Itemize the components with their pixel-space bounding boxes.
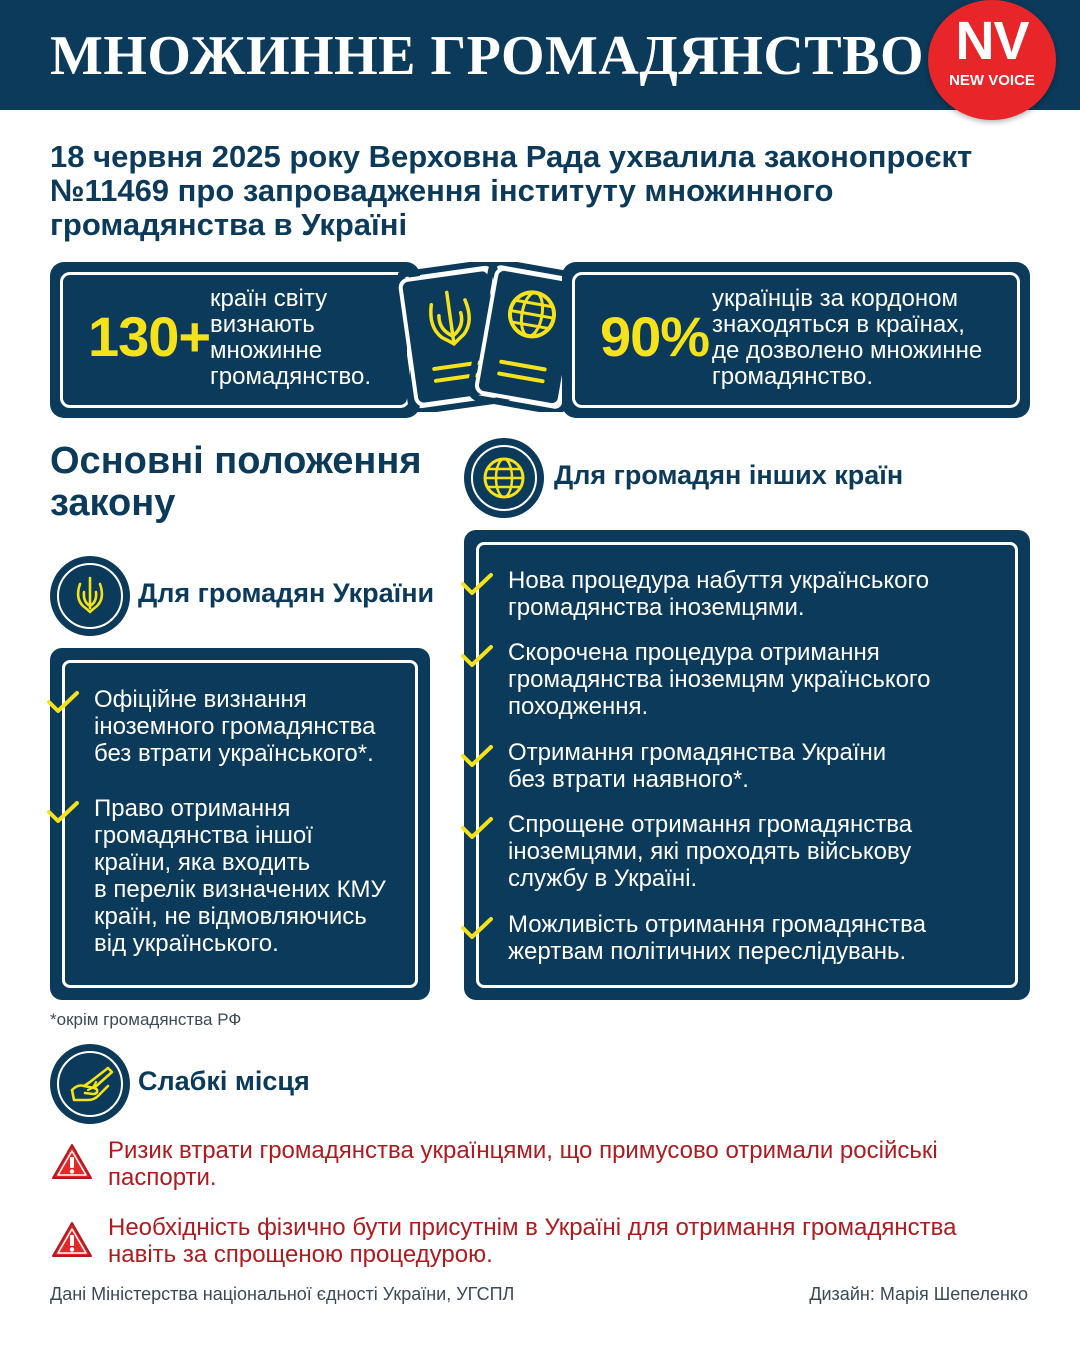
ukraine-subtitle: Для громадян України [138, 578, 435, 608]
weak-point-text [108, 1137, 938, 1191]
check-icon [460, 916, 494, 940]
list-item [508, 811, 912, 892]
weak-point-text [108, 1214, 956, 1268]
list-item [508, 567, 929, 621]
trident-icon [50, 556, 130, 636]
passport-icon [398, 262, 580, 412]
item-line: іноземного громадянства [94, 713, 376, 740]
section-title-line: Основні положення [50, 440, 422, 482]
item-line: Спрощене отримання громадянства [508, 811, 913, 838]
logo-letters: NV [955, 11, 1029, 71]
stat-text-line: громадянство. [712, 363, 874, 390]
weak-subtitle: Слабкі місця [138, 1066, 310, 1096]
warning-icon [50, 1142, 94, 1182]
stat-number: 90% [600, 305, 710, 368]
item-line: країн, не відмовляючись [94, 903, 367, 930]
item-line: Отримання громадянства України [508, 739, 887, 766]
item-line: країни, яка входить [94, 849, 311, 876]
item-line: паспорти. [108, 1164, 217, 1191]
section-title-line: закону [50, 482, 176, 524]
stat-text [210, 286, 371, 390]
design-credit: Дизайн: Марія Шепеленко [809, 1284, 1028, 1304]
stat-text-line: країн світу [210, 285, 328, 312]
check-icon [46, 800, 80, 824]
globe-icon [464, 438, 544, 518]
list-item [94, 795, 386, 957]
stat-text-line: множинне [210, 337, 323, 364]
item-line: іноземцями, які проходять військову [508, 838, 912, 865]
item-line: громадянства іншої [94, 822, 313, 849]
warning-icon [50, 1220, 94, 1260]
item-line: Ризик втрати громадянства українцями, що примусово отримали російські [108, 1137, 938, 1164]
item-line: без втрати українського*. [94, 740, 374, 767]
check-icon [46, 690, 80, 714]
item-line: громадянства іноземцями. [508, 594, 805, 621]
list-item [508, 911, 926, 965]
item-line: в перелік визначених КМУ [94, 876, 386, 903]
check-icon [460, 572, 494, 596]
stat-text-line: знаходяться в країнах, [712, 311, 965, 338]
stat-box-ukrainians [562, 262, 1030, 418]
section-title [50, 440, 422, 524]
item-line: жертвам політичних переслідувань. [508, 938, 907, 965]
item-line: від українського. [94, 930, 279, 957]
item-line: Право отримання [94, 795, 291, 822]
item-line: Нова процедура набуття українського [508, 567, 930, 594]
item-line: без втрати наявного*. [508, 766, 749, 793]
stat-number: 130+ [88, 305, 211, 368]
foreign-subtitle: Для громадян інших країн [554, 460, 904, 490]
lead-text: 18 червня 2025 року Верховна Рада ухвалила законопроєкт №11469 про запровадження інституту множинного громадянства в Україні [50, 139, 973, 242]
footnote: *окрім громадянства РФ [50, 1010, 242, 1029]
passports-illustration [398, 262, 580, 412]
source-credit: Дані Міністерства національної єдності України, УГСПЛ [50, 1284, 515, 1304]
list-item [508, 739, 886, 793]
list-item [508, 639, 931, 720]
page-title: МНОЖИННЕ ГРОМАДЯНСТВО [50, 25, 925, 87]
stat-text-line: де дозволено множинне [712, 337, 983, 364]
check-icon [460, 644, 494, 668]
item-line: громадянства іноземцям українського [508, 666, 931, 693]
header-bar [0, 0, 1080, 110]
item-line: службу в Україні. [508, 865, 698, 892]
signing-hand-icon [50, 1044, 130, 1124]
stat-text-line: визнають [210, 311, 315, 338]
item-line: Скорочена процедура отримання [508, 639, 880, 666]
stat-text-line: громадянство. [210, 363, 372, 390]
check-icon [460, 744, 494, 768]
check-icon [460, 816, 494, 840]
nv-logo[interactable] [928, 0, 1056, 120]
item-line: Можливість отримання громадянства [508, 911, 927, 938]
item-line: навіть за спрощеною процедурою. [108, 1241, 493, 1268]
item-line: Необхідність фізично бути присутнім в Україні для отримання громадянства [108, 1214, 957, 1241]
item-line: походження. [508, 693, 649, 720]
stat-text-line: українців за кордоном [712, 285, 958, 312]
logo-subtitle: NEW VOICE [949, 72, 1035, 89]
stat-box-countries [50, 262, 420, 418]
item-line: Офіційне визнання [94, 686, 307, 713]
stat-text [712, 286, 982, 390]
list-item [94, 686, 375, 767]
